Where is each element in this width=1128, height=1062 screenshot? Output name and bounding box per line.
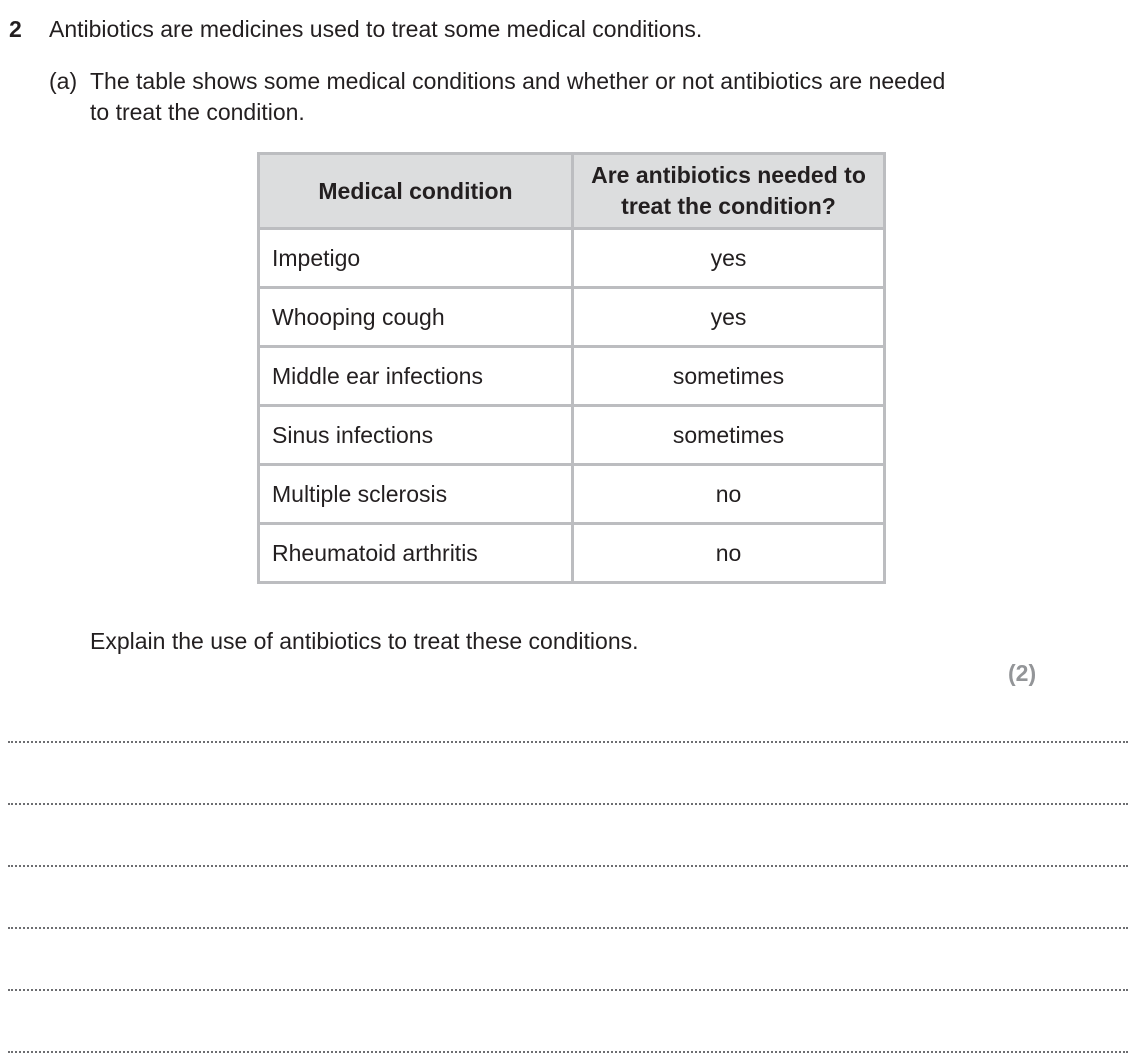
answer-cell: yes xyxy=(573,288,885,347)
instruction-text: Explain the use of antibiotics to treat these conditions. xyxy=(90,628,639,654)
answer-line-4[interactable] xyxy=(8,927,1128,929)
table-row xyxy=(259,229,885,288)
header-medical-condition: Medical condition xyxy=(259,154,573,229)
answer-line-6[interactable] xyxy=(8,1051,1128,1053)
condition-cell: Sinus infections xyxy=(259,406,573,465)
answer-line-3[interactable] xyxy=(8,865,1128,867)
answer-cell: yes xyxy=(573,229,885,288)
question-number: 2 xyxy=(9,16,22,42)
question-text: Antibiotics are medicines used to treat some medical conditions. xyxy=(49,16,703,42)
table-row xyxy=(259,347,885,406)
condition-cell: Rheumatoid arthritis xyxy=(259,524,573,583)
marks-indicator: (2) xyxy=(1008,660,1037,686)
condition-cell: Multiple sclerosis xyxy=(259,465,573,524)
answer-cell: no xyxy=(573,524,885,583)
condition-cell: Impetigo xyxy=(259,229,573,288)
table-row xyxy=(259,465,885,524)
answer-line-5[interactable] xyxy=(8,989,1128,991)
condition-cell: Middle ear infections xyxy=(259,347,573,406)
answer-line-2[interactable] xyxy=(8,803,1128,805)
table-row xyxy=(259,406,885,465)
table-header-row xyxy=(259,154,885,229)
answer-cell: sometimes xyxy=(573,347,885,406)
answer-line-1[interactable] xyxy=(8,741,1128,743)
table-row xyxy=(259,288,885,347)
answer-cell: no xyxy=(573,465,885,524)
part-a-text: The table shows some medical conditions and whether or not antibiotics are needed to treat the condition. xyxy=(90,68,946,125)
header-antibiotics-needed: Are antibiotics needed to treat the condition? xyxy=(573,154,885,229)
answer-cell: sometimes xyxy=(573,406,885,465)
table-row xyxy=(259,524,885,583)
condition-cell: Whooping cough xyxy=(259,288,573,347)
part-a-label: (a) xyxy=(49,68,78,94)
conditions-table xyxy=(257,152,886,584)
